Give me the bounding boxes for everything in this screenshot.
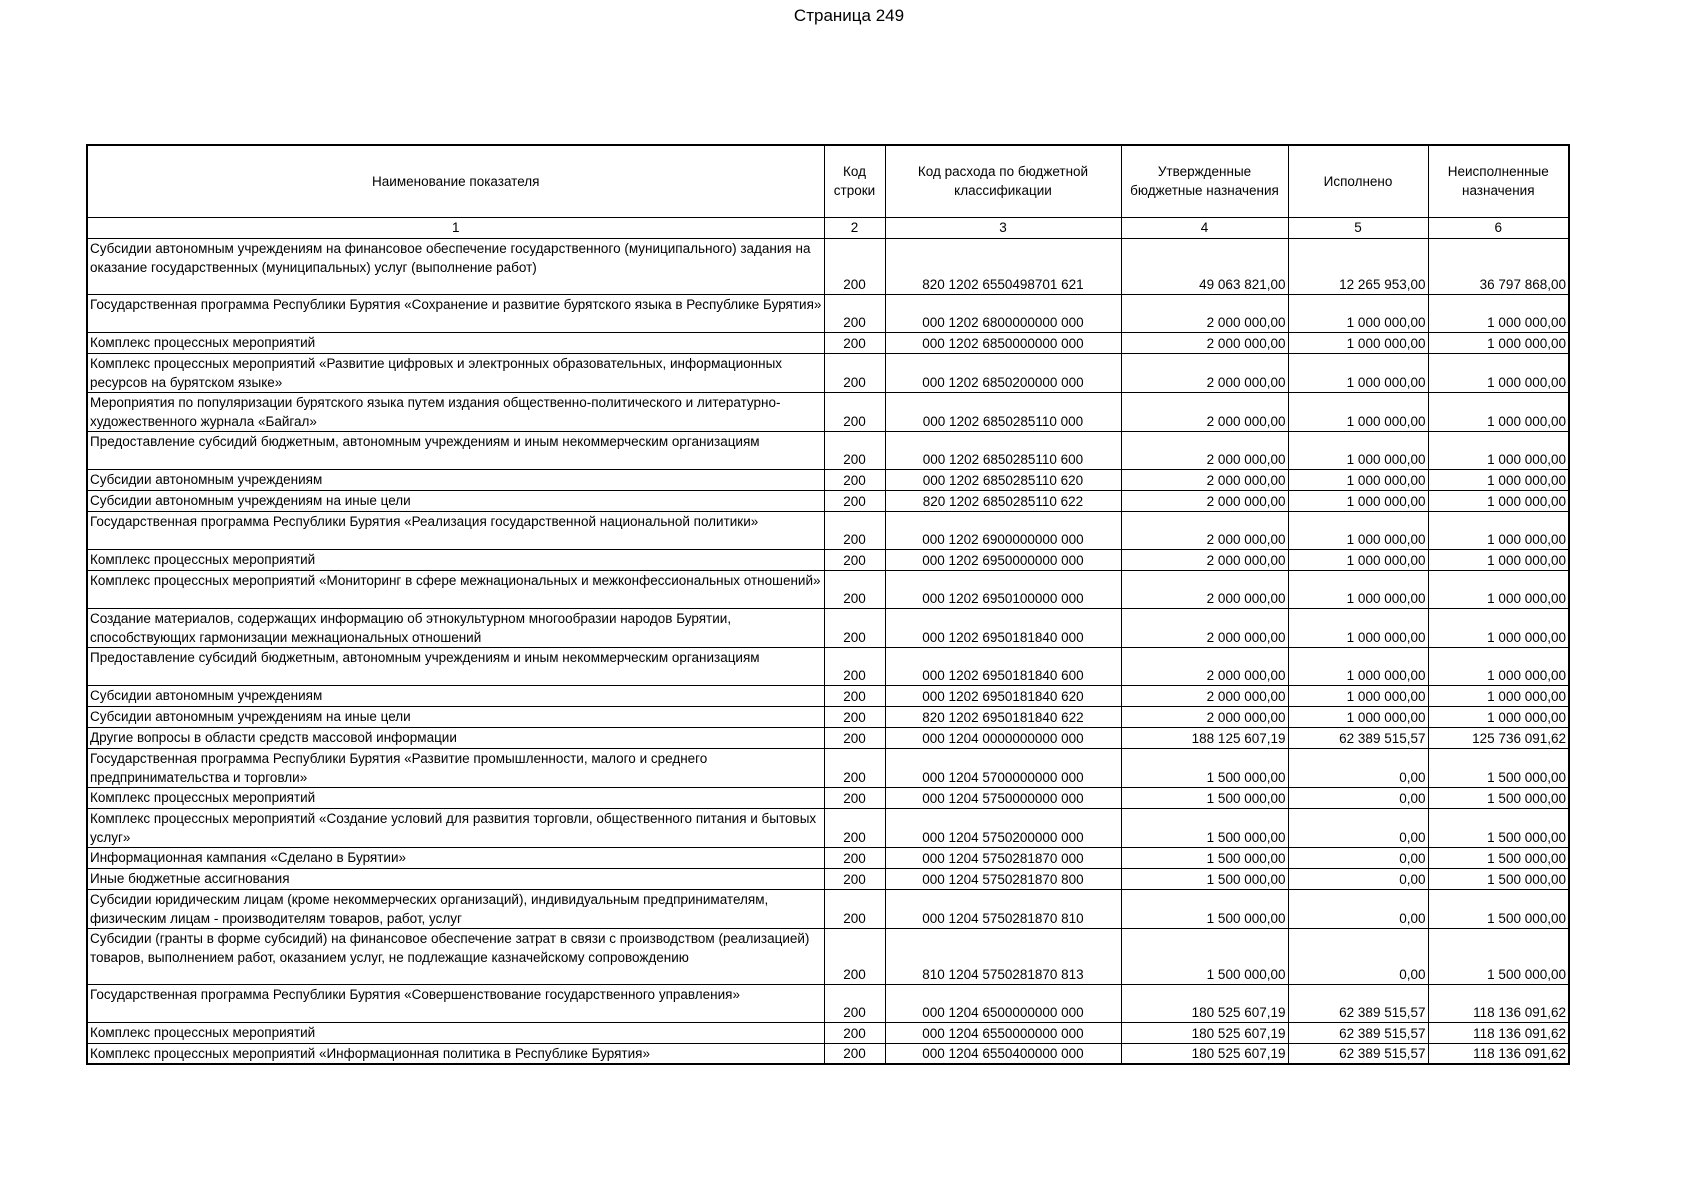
row-budget-code: 810 1204 5750281870 813 <box>885 928 1121 984</box>
row-line-code: 200 <box>824 332 885 353</box>
column-number: 5 <box>1288 217 1428 238</box>
row-budget-code: 000 1204 5750281870 800 <box>885 868 1121 889</box>
row-budget-code: 820 1202 6850285110 622 <box>885 490 1121 511</box>
row-unexecuted: 1 500 000,00 <box>1428 847 1569 868</box>
header-name: Наименование показателя <box>87 145 824 217</box>
row-budget-code: 000 1204 5750200000 000 <box>885 808 1121 847</box>
row-budget-code: 000 1202 6950181840 000 <box>885 608 1121 647</box>
row-name: Субсидии юридическим лицам (кроме некоммерческих организаций), индивидуальным предпринимателям, физическим лицам - производителям товаров, работ, услуг <box>87 889 824 928</box>
row-line-code: 200 <box>824 847 885 868</box>
header-row <box>87 145 1569 217</box>
row-approved: 2 000 000,00 <box>1121 570 1288 608</box>
row-name: Комплекс процессных мероприятий <box>87 787 824 808</box>
table-row <box>87 889 1569 928</box>
row-executed: 1 000 000,00 <box>1288 608 1428 647</box>
row-name: Субсидии автономным учреждениям <box>87 685 824 706</box>
row-approved: 2 000 000,00 <box>1121 490 1288 511</box>
row-unexecuted: 118 136 091,62 <box>1428 1043 1569 1064</box>
row-approved: 1 500 000,00 <box>1121 847 1288 868</box>
row-unexecuted: 1 500 000,00 <box>1428 787 1569 808</box>
header-approved: Утвержденные бюджетные назначения <box>1121 145 1288 217</box>
row-budget-code: 820 1202 6550498701 621 <box>885 238 1121 294</box>
table-row <box>87 1043 1569 1064</box>
row-unexecuted: 1 000 000,00 <box>1428 490 1569 511</box>
row-unexecuted: 1 000 000,00 <box>1428 431 1569 469</box>
row-approved: 49 063 821,00 <box>1121 238 1288 294</box>
row-line-code: 200 <box>824 392 885 431</box>
row-approved: 1 500 000,00 <box>1121 787 1288 808</box>
row-executed: 0,00 <box>1288 847 1428 868</box>
table-row <box>87 647 1569 685</box>
row-budget-code: 000 1202 6850285110 600 <box>885 431 1121 469</box>
column-number: 2 <box>824 217 885 238</box>
row-executed: 0,00 <box>1288 889 1428 928</box>
row-budget-code: 000 1202 6850000000 000 <box>885 332 1121 353</box>
row-line-code: 200 <box>824 685 885 706</box>
row-unexecuted: 1 500 000,00 <box>1428 868 1569 889</box>
table-row <box>87 685 1569 706</box>
table-row <box>87 847 1569 868</box>
table-row <box>87 511 1569 549</box>
table-row <box>87 392 1569 431</box>
row-approved: 1 500 000,00 <box>1121 748 1288 787</box>
row-approved: 2 000 000,00 <box>1121 706 1288 727</box>
row-executed: 62 389 515,57 <box>1288 1022 1428 1043</box>
row-name: Мероприятия по популяризации бурятского языка путем издания общественно-политического и литературно-художественного журнала «Байгал» <box>87 392 824 431</box>
budget-table <box>86 144 1570 1065</box>
row-executed: 1 000 000,00 <box>1288 431 1428 469</box>
row-line-code: 200 <box>824 984 885 1022</box>
row-budget-code: 000 1204 5750281870 000 <box>885 847 1121 868</box>
column-number: 1 <box>87 217 824 238</box>
row-executed: 62 389 515,57 <box>1288 1043 1428 1064</box>
row-name: Субсидии автономным учреждениям на финансовое обеспечение государственного (муниципального) задания на оказание государственных (муниципальных) услуг (выполнение работ) <box>87 238 824 294</box>
row-budget-code: 000 1202 6950181840 600 <box>885 647 1121 685</box>
row-executed: 0,00 <box>1288 868 1428 889</box>
row-line-code: 200 <box>824 353 885 392</box>
row-unexecuted: 1 000 000,00 <box>1428 549 1569 570</box>
row-executed: 1 000 000,00 <box>1288 647 1428 685</box>
row-line-code: 200 <box>824 808 885 847</box>
row-line-code: 200 <box>824 570 885 608</box>
table-row <box>87 727 1569 748</box>
row-name: Комплекс процессных мероприятий «Информационная политика в Республике Бурятия» <box>87 1043 824 1064</box>
row-name: Государственная программа Республики Бурятия «Сохранение и развитие бурятского языка в Республике Бурятия» <box>87 294 824 332</box>
table-row <box>87 928 1569 984</box>
row-unexecuted: 1 000 000,00 <box>1428 706 1569 727</box>
column-number: 6 <box>1428 217 1569 238</box>
table-row <box>87 549 1569 570</box>
row-executed: 1 000 000,00 <box>1288 685 1428 706</box>
table-row <box>87 353 1569 392</box>
row-unexecuted: 1 000 000,00 <box>1428 353 1569 392</box>
row-unexecuted: 125 736 091,62 <box>1428 727 1569 748</box>
row-budget-code: 000 1204 6550400000 000 <box>885 1043 1121 1064</box>
row-line-code: 200 <box>824 238 885 294</box>
row-unexecuted: 1 500 000,00 <box>1428 889 1569 928</box>
row-name: Информационная кампания «Сделано в Бурятии» <box>87 847 824 868</box>
row-budget-code: 000 1204 6550000000 000 <box>885 1022 1121 1043</box>
row-unexecuted: 1 500 000,00 <box>1428 808 1569 847</box>
table-row <box>87 868 1569 889</box>
table-row <box>87 748 1569 787</box>
table-row <box>87 787 1569 808</box>
row-budget-code: 000 1202 6900000000 000 <box>885 511 1121 549</box>
row-name: Комплекс процессных мероприятий «Развитие цифровых и электронных образовательных, информационных ресурсов на бурятском языке» <box>87 353 824 392</box>
row-name: Предоставление субсидий бюджетным, автономным учреждениям и иным некоммерческим организациям <box>87 431 824 469</box>
row-approved: 180 525 607,19 <box>1121 984 1288 1022</box>
row-executed: 1 000 000,00 <box>1288 511 1428 549</box>
row-line-code: 200 <box>824 294 885 332</box>
row-unexecuted: 1 000 000,00 <box>1428 469 1569 490</box>
row-name: Субсидии (гранты в форме субсидий) на финансовое обеспечение затрат в связи с производством (реализацией) товаров, выполнением работ, оказанием услуг, не подлежащие казначейскому сопровождению <box>87 928 824 984</box>
row-budget-code: 000 1204 0000000000 000 <box>885 727 1121 748</box>
row-executed: 1 000 000,00 <box>1288 353 1428 392</box>
row-approved: 1 500 000,00 <box>1121 868 1288 889</box>
row-executed: 1 000 000,00 <box>1288 549 1428 570</box>
table-row <box>87 469 1569 490</box>
row-line-code: 200 <box>824 490 885 511</box>
row-approved: 2 000 000,00 <box>1121 647 1288 685</box>
row-name: Государственная программа Республики Бурятия «Реализация государственной национальной политики» <box>87 511 824 549</box>
row-unexecuted: 1 000 000,00 <box>1428 570 1569 608</box>
row-approved: 2 000 000,00 <box>1121 431 1288 469</box>
row-line-code: 200 <box>824 889 885 928</box>
table-row <box>87 1022 1569 1043</box>
row-budget-code: 000 1204 6500000000 000 <box>885 984 1121 1022</box>
row-unexecuted: 1 000 000,00 <box>1428 685 1569 706</box>
row-executed: 0,00 <box>1288 787 1428 808</box>
row-approved: 2 000 000,00 <box>1121 469 1288 490</box>
row-unexecuted: 1 000 000,00 <box>1428 511 1569 549</box>
row-unexecuted: 36 797 868,00 <box>1428 238 1569 294</box>
row-budget-code: 000 1202 6800000000 000 <box>885 294 1121 332</box>
row-line-code: 200 <box>824 787 885 808</box>
row-budget-code: 000 1204 5750000000 000 <box>885 787 1121 808</box>
column-number: 4 <box>1121 217 1288 238</box>
row-name: Комплекс процессных мероприятий «Мониторинг в сфере межнациональных и межконфессиональных отношений» <box>87 570 824 608</box>
table-row <box>87 431 1569 469</box>
table-row <box>87 706 1569 727</box>
row-approved: 2 000 000,00 <box>1121 608 1288 647</box>
row-approved: 180 525 607,19 <box>1121 1043 1288 1064</box>
header-unexecuted: Неисполненные назначения <box>1428 145 1569 217</box>
table-row <box>87 984 1569 1022</box>
column-number: 3 <box>885 217 1121 238</box>
row-unexecuted: 1 500 000,00 <box>1428 928 1569 984</box>
row-line-code: 200 <box>824 727 885 748</box>
row-executed: 1 000 000,00 <box>1288 332 1428 353</box>
table-row <box>87 332 1569 353</box>
row-line-code: 200 <box>824 928 885 984</box>
row-unexecuted: 118 136 091,62 <box>1428 1022 1569 1043</box>
row-executed: 1 000 000,00 <box>1288 392 1428 431</box>
row-approved: 2 000 000,00 <box>1121 294 1288 332</box>
row-unexecuted: 1 000 000,00 <box>1428 392 1569 431</box>
row-name: Создание материалов, содержащих информацию об этнокультурном многообразии народов Бурятии, способствующих гармонизации межнациональных отношений <box>87 608 824 647</box>
row-line-code: 200 <box>824 748 885 787</box>
row-unexecuted: 1 000 000,00 <box>1428 608 1569 647</box>
row-budget-code: 000 1204 5700000000 000 <box>885 748 1121 787</box>
row-name: Субсидии автономным учреждениям на иные цели <box>87 706 824 727</box>
header-executed: Исполнено <box>1288 145 1428 217</box>
page-header: Страница 249 <box>793 6 905 25</box>
row-approved: 188 125 607,19 <box>1121 727 1288 748</box>
row-executed: 62 389 515,57 <box>1288 727 1428 748</box>
row-approved: 2 000 000,00 <box>1121 332 1288 353</box>
row-budget-code: 000 1202 6950100000 000 <box>885 570 1121 608</box>
row-budget-code: 000 1202 6850285110 000 <box>885 392 1121 431</box>
row-approved: 2 000 000,00 <box>1121 353 1288 392</box>
row-approved: 180 525 607,19 <box>1121 1022 1288 1043</box>
row-executed: 1 000 000,00 <box>1288 570 1428 608</box>
row-line-code: 200 <box>824 549 885 570</box>
row-executed: 1 000 000,00 <box>1288 490 1428 511</box>
row-approved: 1 500 000,00 <box>1121 928 1288 984</box>
row-name: Комплекс процессных мероприятий <box>87 332 824 353</box>
row-line-code: 200 <box>824 1043 885 1064</box>
row-executed: 0,00 <box>1288 748 1428 787</box>
row-line-code: 200 <box>824 608 885 647</box>
row-unexecuted: 1 000 000,00 <box>1428 332 1569 353</box>
row-budget-code: 820 1202 6950181840 622 <box>885 706 1121 727</box>
row-line-code: 200 <box>824 647 885 685</box>
row-budget-code: 000 1202 6850200000 000 <box>885 353 1121 392</box>
table-body <box>87 238 1569 1064</box>
row-executed: 12 265 953,00 <box>1288 238 1428 294</box>
row-executed: 1 000 000,00 <box>1288 294 1428 332</box>
row-name: Другие вопросы в области средств массовой информации <box>87 727 824 748</box>
row-executed: 0,00 <box>1288 928 1428 984</box>
row-line-code: 200 <box>824 511 885 549</box>
row-name: Субсидии автономным учреждениям на иные цели <box>87 490 824 511</box>
row-approved: 2 000 000,00 <box>1121 392 1288 431</box>
row-name: Субсидии автономным учреждениям <box>87 469 824 490</box>
row-line-code: 200 <box>824 431 885 469</box>
table-row <box>87 490 1569 511</box>
row-approved: 2 000 000,00 <box>1121 549 1288 570</box>
header-budget-code: Код расхода по бюджетной классификации <box>885 145 1121 217</box>
row-budget-code: 000 1202 6850285110 620 <box>885 469 1121 490</box>
row-name: Государственная программа Республики Бурятия «Развитие промышленности, малого и среднего предпринимательства и торговли» <box>87 748 824 787</box>
header-line-code: Код строки <box>824 145 885 217</box>
row-name: Комплекс процессных мероприятий <box>87 1022 824 1043</box>
row-line-code: 200 <box>824 868 885 889</box>
row-approved: 1 500 000,00 <box>1121 889 1288 928</box>
row-approved: 2 000 000,00 <box>1121 685 1288 706</box>
row-unexecuted: 1 000 000,00 <box>1428 647 1569 685</box>
column-number-row <box>87 217 1569 238</box>
row-unexecuted: 1 500 000,00 <box>1428 748 1569 787</box>
row-unexecuted: 1 000 000,00 <box>1428 294 1569 332</box>
row-unexecuted: 118 136 091,62 <box>1428 984 1569 1022</box>
row-line-code: 200 <box>824 1022 885 1043</box>
row-name: Комплекс процессных мероприятий «Создание условий для развития торговли, общественного питания и бытовых услуг» <box>87 808 824 847</box>
row-executed: 1 000 000,00 <box>1288 469 1428 490</box>
row-name: Комплекс процессных мероприятий <box>87 549 824 570</box>
row-executed: 0,00 <box>1288 808 1428 847</box>
row-executed: 62 389 515,57 <box>1288 984 1428 1022</box>
row-budget-code: 000 1202 6950000000 000 <box>885 549 1121 570</box>
row-name: Предоставление субсидий бюджетным, автономным учреждениям и иным некоммерческим организациям <box>87 647 824 685</box>
table-row <box>87 238 1569 294</box>
table-row <box>87 808 1569 847</box>
row-line-code: 200 <box>824 706 885 727</box>
row-line-code: 200 <box>824 469 885 490</box>
row-executed: 1 000 000,00 <box>1288 706 1428 727</box>
row-budget-code: 000 1204 5750281870 810 <box>885 889 1121 928</box>
row-name: Государственная программа Республики Бурятия «Совершенствование государственного управления» <box>87 984 824 1022</box>
row-approved: 2 000 000,00 <box>1121 511 1288 549</box>
row-approved: 1 500 000,00 <box>1121 808 1288 847</box>
row-name: Иные бюджетные ассигнования <box>87 868 824 889</box>
table-row <box>87 570 1569 608</box>
row-budget-code: 000 1202 6950181840 620 <box>885 685 1121 706</box>
table-row <box>87 608 1569 647</box>
table-row <box>87 294 1569 332</box>
